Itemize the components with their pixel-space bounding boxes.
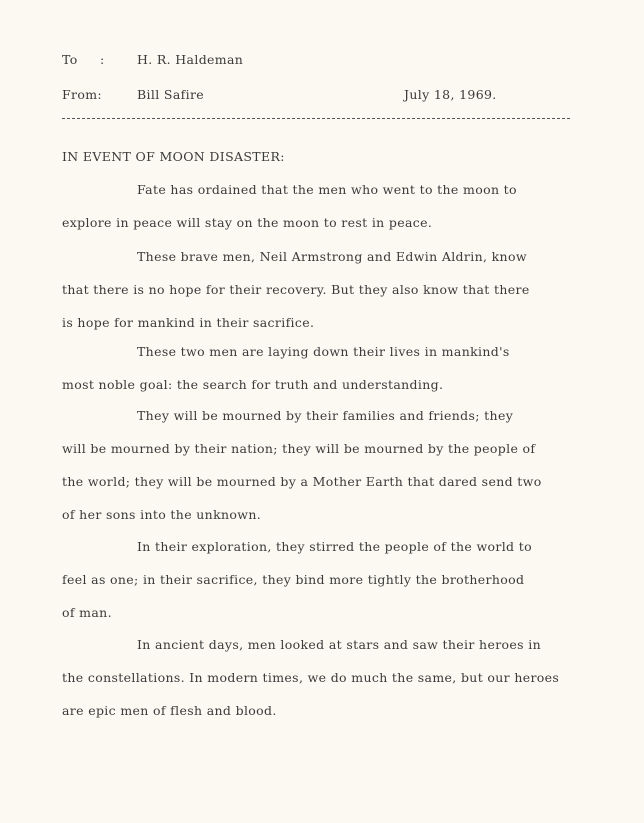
body-line: the constellations. In modern times, we do much the same, but our heroes <box>62 670 560 685</box>
memo-date: July 18, 1969. <box>404 87 497 102</box>
body-line: These brave men, Neil Armstrong and Edwin Aldrin, know <box>137 249 527 264</box>
body-line: the world; they will be mourned by a Mother Earth that dared send two <box>62 474 542 489</box>
body-line: will be mourned by their nation; they will be mourned by the people of <box>62 441 536 456</box>
body-line: In ancient days, men looked at stars and saw their heroes in <box>137 637 541 652</box>
body-line: that there is no hope for their recovery. But they also know that there <box>62 282 530 297</box>
body-line: These two men are laying down their lives in mankind's <box>137 344 510 359</box>
from-label: From: <box>62 87 102 102</box>
body-line: most noble goal: the search for truth and understanding. <box>62 377 444 392</box>
sender-name: Bill Safire <box>137 87 205 102</box>
to-label: To <box>62 52 78 67</box>
body-line: are epic men of flesh and blood. <box>62 703 277 718</box>
body-line: is hope for mankind in their sacrifice. <box>62 315 315 330</box>
body-line: They will be mourned by their families and friends; they <box>137 408 514 423</box>
body-line: of her sons into the unknown. <box>62 507 262 522</box>
recipient-name: H. R. Haldeman <box>137 52 244 67</box>
body-line: feel as one; in their sacrifice, they bind more tightly the brotherhood <box>62 572 525 587</box>
body-line: explore in peace will stay on the moon to rest in peace. <box>62 215 433 230</box>
dashed-divider <box>62 118 570 119</box>
body-line: of man. <box>62 605 112 620</box>
body-line: In their exploration, they stirred the people of the world to <box>137 539 532 554</box>
body-line: Fate has ordained that the men who went to the moon to <box>137 182 517 197</box>
memo-title: IN EVENT OF MOON DISASTER: <box>62 149 285 164</box>
to-colon: : <box>100 52 105 67</box>
